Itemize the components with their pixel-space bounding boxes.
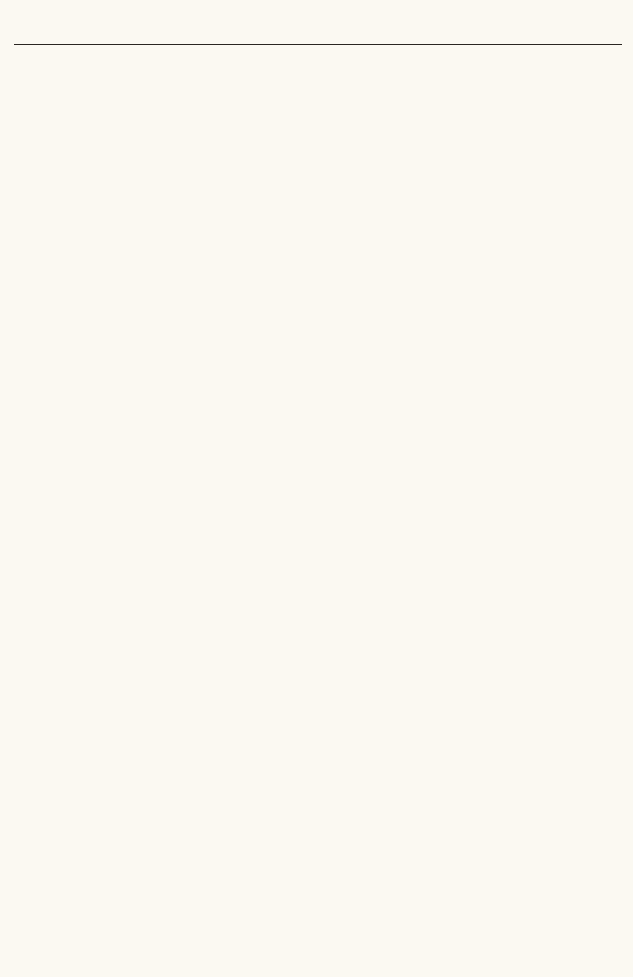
- page-header: [14, 20, 622, 45]
- page-body: [17, 50, 615, 69]
- litter-report: [17, 64, 615, 69]
